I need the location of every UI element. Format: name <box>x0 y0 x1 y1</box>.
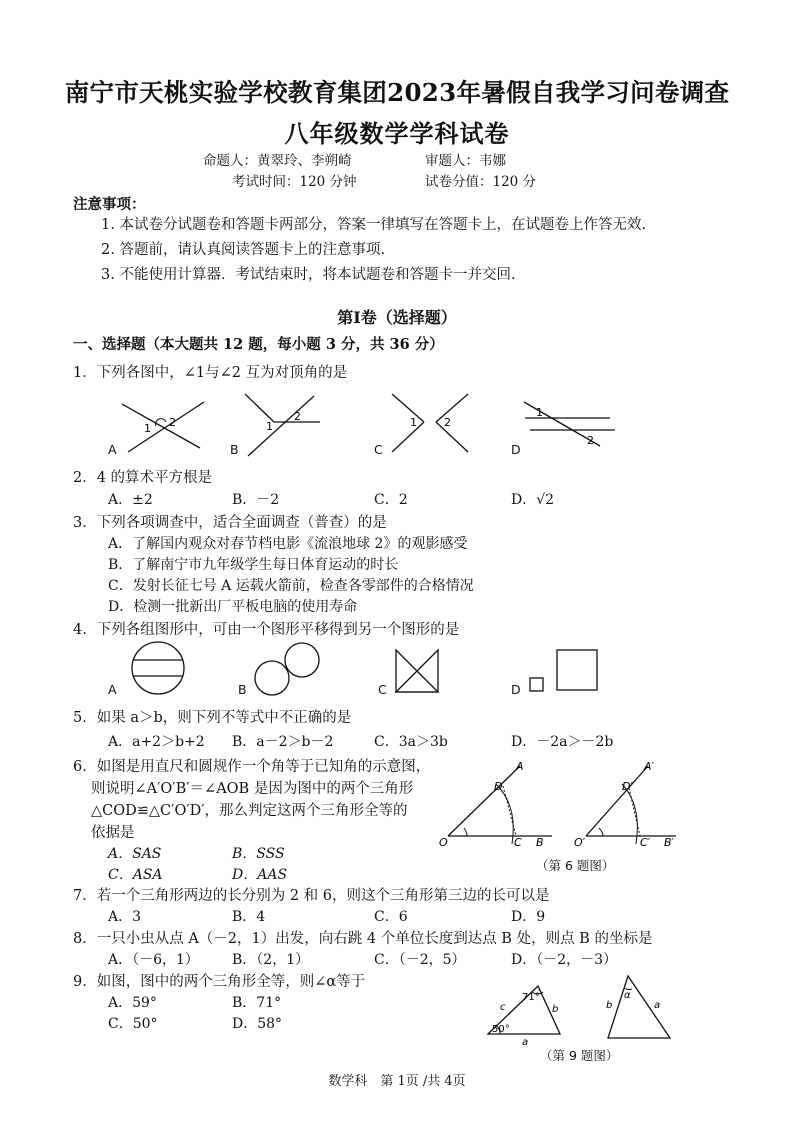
q6-option-b: B．SSS <box>232 846 285 862</box>
q6-label-o-prime: O′ <box>574 836 586 849</box>
q8-option-b: B．（2，1） <box>232 952 310 968</box>
q2-option-d: D．√2 <box>511 492 555 508</box>
q6-label-o: O <box>439 836 448 849</box>
q6-option-a: A．SAS <box>108 846 162 862</box>
q6-label-c: C <box>514 836 522 849</box>
q9-option-c: C．50° <box>108 1016 158 1032</box>
q1-label-c: C <box>374 442 383 457</box>
q6-label-b: B <box>536 836 544 849</box>
q4-d-large-square <box>557 650 597 690</box>
q4-label-a: A <box>108 682 117 697</box>
q4-b-circle1 <box>255 661 289 695</box>
q9-stem: 9．如图，图中的两个三角形全等，则∠α等于 <box>73 974 366 990</box>
q8-stem: 8．一只小虫从点 A（－2，1）出发，向右跳 4 个单位长度到达点 B 处，则点 B 的坐标是 <box>73 931 653 947</box>
q1-b-angle2: 2 <box>294 410 301 423</box>
q1-a-angle1: 1 <box>144 422 151 435</box>
q9-alpha: α <box>624 990 631 1001</box>
q1-d-angle1: 1 <box>536 406 543 419</box>
q6-stem-line4: 依据是 <box>91 825 135 841</box>
q6-option-d: D．AAS <box>232 867 288 883</box>
q7-option-d: D．9 <box>511 909 546 925</box>
q6-label-a: A <box>516 760 524 773</box>
q4-a-circle <box>132 642 184 694</box>
q2-option-b: B．－2 <box>232 492 280 508</box>
q4-stem: 4．下列各组图形中，可由一个图形平移得到另一个图形的是 <box>73 622 460 638</box>
q4-label-b: B <box>238 682 247 697</box>
q4-figures <box>100 640 620 700</box>
q1-a-line1 <box>122 404 200 448</box>
q4-b-circle2 <box>285 643 319 677</box>
q4-label-c: C <box>378 682 387 697</box>
exam-score: 试卷分值：120 分 <box>425 174 537 190</box>
q6-caption: （第 6 题图） <box>536 858 615 873</box>
q7-stem: 7．若一个三角形两边的长分别为 2 和 6，则这个三角形第三边的长可以是 <box>73 888 550 904</box>
q2-option-c: C．2 <box>374 492 408 508</box>
q1-figures <box>100 384 594 460</box>
q1-b-line2 <box>248 396 314 456</box>
exam-title-line1: 南宁市天桃实验学校教育集团2023年暑假自我学习问卷调查 <box>64 78 730 107</box>
q1-c-line1 <box>392 394 424 422</box>
q1-label-d: D <box>511 442 521 457</box>
q1-b-line1 <box>245 394 274 422</box>
q3-option-a: A．了解国内观众对春节档电影《流浪地球 2》的观影感受 <box>108 536 468 552</box>
q5-option-a: A．a+2＞b+2 <box>108 734 205 750</box>
q9-angle-71: 71° <box>522 992 540 1003</box>
q1-b-angle1: 1 <box>266 420 273 433</box>
q4-label-d: D <box>511 682 521 697</box>
q5-option-c: C．3a＞3b <box>374 734 448 750</box>
q9-side-b2: b <box>606 1000 613 1011</box>
q8-option-d: D．（－2，－3） <box>511 952 618 968</box>
q6-stem-line1: 6．如图是用直尺和圆规作一个角等于已知角的示意图， <box>73 759 431 775</box>
q4-d-small-square <box>530 678 543 691</box>
q1-c-line2 <box>392 422 424 452</box>
q9-option-a: A．59° <box>108 995 157 1011</box>
exam-time: 考试时间：120 分钟 <box>232 174 357 190</box>
q6-label-c-prime: C′ <box>640 836 651 849</box>
q9-figure <box>478 974 678 1046</box>
q9-caption: （第 9 题图） <box>540 1048 619 1063</box>
q3-option-b: B．了解南宁市九年级学生每日体育运动的时长 <box>108 557 399 573</box>
q2-stem: 2．4 的算术平方根是 <box>73 470 213 486</box>
q5-option-d: D．－2a＞－2b <box>511 734 614 750</box>
q6-stem-line2: 则说明∠A′O′B′＝∠AOB 是因为图中的两个三角形 <box>91 781 414 797</box>
q3-option-d: D．检测一批新出厂平板电脑的使用寿命 <box>108 599 358 615</box>
author-info: 命题人：黄翠玲、李朔崎 <box>203 153 352 169</box>
q1-c-line3 <box>436 394 468 422</box>
note-item-2: 2. 答题前，请认真阅读答题卡上的注意事项. <box>101 242 386 258</box>
reviewer-info: 审题人：韦娜 <box>425 153 506 169</box>
notes-heading: 注意事项： <box>73 196 146 213</box>
q1-stem: 1．下列各图中，∠1与∠2 互为对顶角的是 <box>73 365 348 381</box>
page-footer: 数学科 第 1页 /共 4页 <box>328 1074 466 1089</box>
q1-c-line4 <box>436 422 468 452</box>
q6-figure <box>436 758 686 850</box>
exam-title-line2: 八年级数学学科试卷 <box>284 119 510 148</box>
q8-option-a: A．（－6，1） <box>108 952 199 968</box>
q1-label-b: B <box>230 442 239 457</box>
q5-stem: 5．如果 a＞b，则下列不等式中不正确的是 <box>73 710 352 726</box>
q6-label-a-prime: A′ <box>644 760 655 773</box>
q9-side-b: b <box>552 1004 559 1015</box>
q6-stem-line3: △COD≌△C′O′D′，那么判定这两个三角形全等的 <box>91 803 408 819</box>
q1-a-arc <box>156 419 166 426</box>
q6-label-d-prime: D′ <box>622 780 633 793</box>
q1-a-angle2: 2 <box>169 416 176 429</box>
section-title: 一、选择题（本大题共 12 题，每小题 3 分，共 36 分） <box>73 336 444 353</box>
q9-triangle-right <box>608 976 670 1038</box>
q1-c-angle2: 2 <box>444 416 451 429</box>
q9-side-a: a <box>522 1037 529 1048</box>
q5-option-b: B．a－2＞b－2 <box>232 734 334 750</box>
q7-option-b: B．4 <box>232 909 266 925</box>
q8-option-c: C．（－2，5） <box>374 952 466 968</box>
q1-d-angle2: 2 <box>587 434 594 447</box>
note-item-3: 3. 不能使用计算器．考试结束时，将本试题卷和答题卡一并交回. <box>101 267 516 283</box>
q9-option-d: D．58° <box>232 1016 283 1032</box>
q9-option-b: B．71° <box>232 995 282 1011</box>
q6-label-d: D <box>494 780 503 793</box>
q7-option-c: C．6 <box>374 909 408 925</box>
q6-label-b-prime: B′ <box>664 836 675 849</box>
q1-c-angle1: 1 <box>410 416 417 429</box>
q1-label-a: A <box>108 442 117 457</box>
q3-stem: 3．下列各项调查中，适合全面调查（普查）的是 <box>73 515 387 531</box>
note-item-1: 1. 本试卷分试题卷和答题卡两部分，答案一律填写在答题卡上，在试题卷上作答无效. <box>101 217 647 233</box>
q3-option-c: C．发射长征七号 A 运载火箭前，检查各零部件的合格情况 <box>108 578 474 594</box>
q2-option-a: A．±2 <box>108 492 153 508</box>
q6-option-c: C．ASA <box>108 867 163 883</box>
q9-side-c: c <box>500 1002 506 1013</box>
volume-title: 第Ⅰ卷（选择题） <box>337 308 457 327</box>
q9-angle-50: 50° <box>492 1024 510 1035</box>
q7-option-a: A．3 <box>108 909 142 925</box>
q9-side-a2: a <box>654 1000 661 1011</box>
